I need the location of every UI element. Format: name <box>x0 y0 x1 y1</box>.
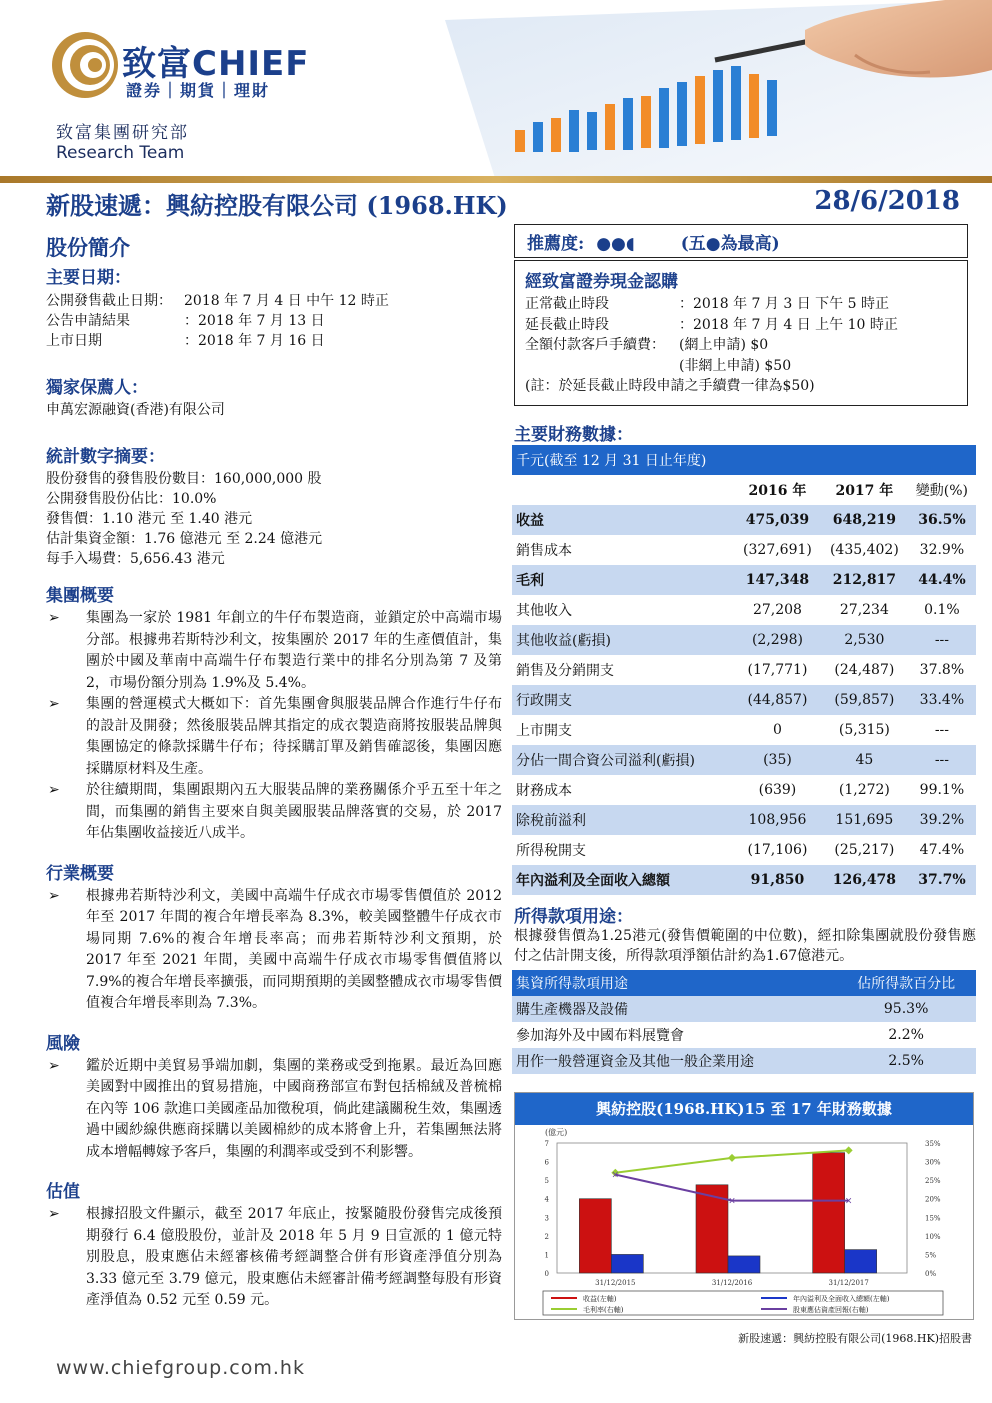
financial-chart <box>514 1092 974 1320</box>
financials-row-label: 行政開支 <box>512 685 734 715</box>
financials-2016-value: (17,771) <box>747 662 808 678</box>
financials-header-blank <box>512 475 734 505</box>
financials-change-value: 44.4% <box>908 565 976 595</box>
research-team-en: Research Team <box>56 143 185 163</box>
bullet-arrow-icon: ➢ <box>48 1057 60 1074</box>
financials-row-label: 上市開支 <box>516 723 572 739</box>
financials-unit-row <box>512 445 976 475</box>
y-tick-label: 6 <box>544 1158 549 1167</box>
group-point-text: 於往續期間，集團跟期內五大服裝品牌的業務關係介乎五至十年之間，而集團的銷售主要來自與美國服裝品牌落實的交易，於 2017 年佔集團收益接近八成半。 <box>86 782 502 841</box>
use-row-label: 購生產機器及設備 <box>512 996 836 1022</box>
valuation-heading: 估值 <box>46 1182 80 1202</box>
subscription-label <box>525 356 679 377</box>
group-point-text: 集團的營運模式大概如下：首先集團會與服裝品牌合作進行牛仔布的設計及開發；然後服裝品牌其指定的成衣製造商將按服裝品牌與集團協定的條款採購牛仔布；待採購訂單及銷售確認後，集團因應採購原材料及生產。 <box>86 696 502 777</box>
x-tick-label: 31/12/2015 <box>595 1279 636 1287</box>
financials-change-value: 36.5% <box>908 505 976 535</box>
brand-tagline: 證券｜期貨｜理財 <box>126 81 271 100</box>
bullet-arrow-icon: ➢ <box>48 887 60 904</box>
chart-canvas <box>515 1125 973 1319</box>
financials-2017-value: (1,272) <box>838 782 890 798</box>
financials-2017-value: 45 <box>821 745 908 775</box>
rating-dots: ●●◖ <box>596 234 635 254</box>
financials-col-2016: 2016 年 <box>748 483 807 499</box>
financials-row <box>512 805 976 835</box>
financials-2017-value: 2,530 <box>821 625 908 655</box>
chart-source-caption: 新股速遞：興紡控股有限公司(1968.HK)招股書 <box>738 1332 972 1345</box>
subscription-value: (網上申請) $0 <box>679 337 769 353</box>
header-hero-image <box>385 0 992 178</box>
use-row-percent: 95.3% <box>836 996 976 1022</box>
financials-2016-value: (327,691) <box>743 542 812 558</box>
subscription-row <box>525 315 957 336</box>
header-divider <box>0 176 992 183</box>
key-date-label: 公告申請結果 <box>46 313 130 329</box>
financials-row-label: 其他收益(虧損) <box>512 625 734 655</box>
website-url[interactable]: www.chiefgroup.com.hk <box>56 1357 305 1379</box>
y-axis-label: (億元) <box>545 1128 568 1137</box>
use-of-proceeds-text: 根據發售價為1.25港元(發售價範圍的中位數)，經扣除集團就股份發售應付之估計開支後，所得款項淨額估計約為1.67億港元。 <box>514 928 976 964</box>
financials-row <box>512 835 976 865</box>
financials-row <box>512 505 976 535</box>
valuation-points <box>46 1204 502 1312</box>
financials-2016-value: (639) <box>758 782 797 798</box>
financials-2017-value: 27,234 <box>839 602 889 618</box>
financials-col-2017: 2017 年 <box>835 483 894 499</box>
financials-2017-value: (59,857) <box>821 685 908 715</box>
y-tick-label: 3 <box>544 1214 549 1223</box>
sponsor-name: 申萬宏源融資(香港)有限公司 <box>46 402 225 418</box>
chief-logo-emblem-icon <box>50 30 120 100</box>
financials-2016-value: 0 <box>773 722 782 738</box>
line-marker: × <box>844 1196 853 1207</box>
stat-line: 每手入場費：5,656.43 港元 <box>46 551 225 567</box>
page-header <box>0 0 992 178</box>
rating-box <box>514 224 968 258</box>
financials-2017-value: 151,695 <box>821 805 908 835</box>
financials-change-value: 37.8% <box>919 662 965 678</box>
financials-unit: 千元(截至 12 月 31 日止年度) <box>512 445 976 475</box>
key-date-value: ：2018 年 7 月 16 日 <box>184 333 325 349</box>
financials-row-label: 除稅前溢利 <box>512 805 734 835</box>
financials-row <box>512 715 976 745</box>
use-row <box>512 996 976 1022</box>
risk-points <box>46 1056 502 1164</box>
subscription-value: ：2018 年 7 月 3 日 下午 5 時正 <box>679 296 889 312</box>
financials-row-label: 年內溢利及全面收入總額 <box>512 865 734 895</box>
financials-2016-value: (35) <box>734 745 821 775</box>
page-title <box>46 186 508 221</box>
key-date-value: 2018 年 7 月 4 日 中午 12 時正 <box>184 293 389 309</box>
financials-2016-value: 91,850 <box>734 865 821 895</box>
financials-change-value: 47.4% <box>919 842 965 858</box>
y2-tick-label: 0% <box>925 1270 937 1278</box>
financials-change-value: 37.7% <box>908 865 976 895</box>
financials-row-label: 所得稅開支 <box>516 843 586 859</box>
financials-col-change: 變動(%) <box>915 483 969 499</box>
sponsor-heading: 獨家保薦人： <box>46 378 148 398</box>
use-of-proceeds-table <box>512 970 976 1074</box>
financials-row-label: 財務成本 <box>516 783 572 799</box>
financials-change-value: 0.1% <box>924 602 960 618</box>
legend-label: 股東應佔資產回報(右軸) <box>793 1306 869 1314</box>
group-heading: 集團概要 <box>46 586 114 606</box>
financials-row <box>512 685 976 715</box>
chief-logo <box>50 30 380 105</box>
financials-row-label: 分佔一間合資公司溢利(虧損) <box>512 745 734 775</box>
financials-row <box>512 865 976 895</box>
financials-header-row <box>512 475 976 505</box>
risk-point-text: 鑑於近期中美貿易爭端加劇，集團的業務或受到拖累。最近為回應美國對中國推出的貿易措施，中國商務部宣布對包括棉絨及普梳棉在內等 106 款進口美國產品加徵稅項，倘此建議關稅生效，集團透過中國紗線供應商採購以美國棉紗的成本將會上升，若集團無法將成本增幅轉嫁予客戶，集團的利潤率或受到不利影響。 <box>86 1057 502 1160</box>
key-date-value: ：2018 年 7 月 13 日 <box>184 313 325 329</box>
key-date-row <box>46 331 502 351</box>
financials-table <box>512 445 976 895</box>
financials-2016-value: 147,348 <box>734 565 821 595</box>
financials-change-value: 99.1% <box>919 782 965 798</box>
left-column <box>46 230 502 1312</box>
bar-0 <box>813 1153 845 1273</box>
subscription-heading: 經致富證券現金認購 <box>525 272 678 292</box>
subscription-row <box>525 294 957 315</box>
financials-2017-value: (5,315) <box>838 722 890 738</box>
group-point-text: 集團為一家於 1981 年創立的牛仔布製造商，並鎖定於中高端市場分部。根據弗若斯特沙利文，按集團於 2017 年的生產價值計，集團於中國及華南中高端牛仔布製造行業中的排名分別為第 7 及第 2，市場份額分別為 1.9%及 5.4%。 <box>86 610 502 691</box>
financials-2016-value: (17,106) <box>747 842 808 858</box>
subscription-label: 正常截止時段 <box>525 296 609 312</box>
stock-code: (1968.HK) <box>366 191 508 220</box>
financials-row-label: 毛利 <box>512 565 734 595</box>
y2-tick-label: 35% <box>925 1140 941 1148</box>
use-row-percent: 2.5% <box>836 1048 976 1074</box>
use-row-label: 用作一般營運資金及其他一般企業用途 <box>512 1048 836 1074</box>
rating-note: (五●為最高) <box>680 234 780 254</box>
legend-label: 毛利率(右軸) <box>583 1306 624 1314</box>
financials-change-value: 33.4% <box>908 685 976 715</box>
financials-2017-value: (24,487) <box>834 662 895 678</box>
use-row-percent: 2.2% <box>888 1027 924 1043</box>
key-date-row <box>46 291 502 311</box>
bar-0 <box>579 1199 611 1273</box>
y2-tick-label: 15% <box>925 1214 941 1223</box>
subscription-label: 延長截止時段 <box>525 316 609 333</box>
chart-title: 興紡控股(1968.HK)15 至 17 年財務數據 <box>515 1093 973 1125</box>
stat-line: 公開發售股份佔比：10.0% <box>46 491 217 507</box>
report-date: 28/6/2018 <box>814 186 960 216</box>
group-point <box>46 608 502 694</box>
financials-2017-value: 126,478 <box>821 865 908 895</box>
financials-heading: 主要財務數據： <box>514 425 633 445</box>
stat-line: 估計集資金額：1.76 億港元 至 2.24 億港元 <box>46 531 323 547</box>
y-tick-label: 7 <box>544 1140 549 1148</box>
financials-2016-value: 27,208 <box>752 602 802 618</box>
y-tick-label: 4 <box>544 1195 549 1204</box>
financials-row-label: 收益 <box>512 505 734 535</box>
financials-row <box>512 595 976 625</box>
use-row-label: 參加海外及中國布料展覽會 <box>516 1028 684 1044</box>
line-marker: × <box>611 1170 620 1181</box>
financials-row-label: 其他收入 <box>516 603 572 619</box>
industry-heading: 行業概要 <box>46 863 114 884</box>
bar-1 <box>611 1254 643 1273</box>
key-date-row <box>46 311 502 331</box>
y2-tick-label: 20% <box>925 1195 941 1204</box>
financials-row-label: 銷售成本 <box>516 543 572 559</box>
financials-2017-value: (25,217) <box>834 842 895 858</box>
stat-line: 發售價：1.10 港元 至 1.40 港元 <box>46 511 253 527</box>
financials-2017-value: 648,219 <box>821 505 908 535</box>
key-date-label: 公開發售截止日期： <box>46 293 172 309</box>
financials-row-label: 銷售及分銷開支 <box>516 663 614 679</box>
bar-1 <box>728 1256 760 1273</box>
financials-row <box>512 535 976 565</box>
key-dates-list <box>46 291 502 351</box>
financials-2017-value: (435,402) <box>829 542 899 558</box>
use-row <box>512 1048 976 1074</box>
y2-tick-label: 5% <box>925 1251 937 1260</box>
rating-label: 推薦度: <box>527 234 585 254</box>
key-date-label: 上市日期 <box>46 333 102 349</box>
valuation-point-text: 根據招股文件顯示，截至 2017 年底止，按緊隨股份發售完成後預期發行 6.4 億股股份，並計及 2018 年 5 月 9 日宣派的 1 億元特別股息，股東應佔未經審核備考經調整合併有形資產淨值分別為 3.33 億元至 3.79 億元，股東應佔未經審計備考經調整每股有形資產淨值為 0.52 元至 0.59 元。 <box>86 1206 502 1308</box>
financials-change-value: 39.2% <box>908 805 976 835</box>
subscription-value: (非網上申請) $50 <box>679 357 792 374</box>
legend-label: 年內溢利及全面收入總額(左軸) <box>793 1295 890 1303</box>
research-team-cn: 致富集團研究部 <box>56 123 189 143</box>
y-tick-label: 1 <box>544 1251 549 1260</box>
use-col-percent: 佔所得款百分比 <box>836 970 976 996</box>
use-col-purpose: 集資所得款項用途 <box>512 970 836 996</box>
financials-row <box>512 625 976 655</box>
line-marker: × <box>728 1196 736 1207</box>
financials-2016-value: (44,857) <box>734 685 821 715</box>
report-title: 新股速遞：興紡控股有限公司 <box>46 191 358 220</box>
x-tick-label: 31/12/2017 <box>828 1279 869 1287</box>
subscription-box <box>514 260 968 406</box>
financials-row <box>512 565 976 595</box>
stats-list <box>46 469 502 569</box>
stats-heading: 統計數字摘要： <box>46 447 165 467</box>
brand-name: 致富CHIEF <box>122 44 310 84</box>
group-point <box>46 780 502 845</box>
bullet-arrow-icon: ➢ <box>48 782 60 798</box>
financials-change-value: --- <box>934 722 950 738</box>
financials-2016-value: (2,298) <box>734 625 821 655</box>
subscription-label: 全額付款客戶手續費： <box>525 337 665 353</box>
financials-row <box>512 655 976 685</box>
profile-heading: 股份簡介 <box>46 235 130 260</box>
y2-tick-label: 10% <box>925 1232 941 1241</box>
financials-2016-value: 475,039 <box>734 505 821 535</box>
risk-heading: 風險 <box>46 1033 80 1054</box>
bullet-arrow-icon: ➢ <box>48 1206 60 1222</box>
key-dates-heading: 主要日期： <box>46 268 131 288</box>
subscription-rows <box>525 294 957 376</box>
y-tick-label: 2 <box>544 1232 549 1241</box>
industry-point-text: 根據弗若斯特沙利文，美國中高端牛仔成衣市場零售價值於 2012 年至 2017 年間的複合年增長率為 8.3%，較美國整體牛仔成衣市場同期 7.6%的複合年增長率高；而弗若斯特沙利文預期，於 2017 年至 2021 年間，美國中高端牛仔成衣市場零售價值將以 7.9%的複合年增長率擴張，而同期預期的美國整體成衣市場零售價值複合年增長率則為 7.3%。 <box>86 887 502 1011</box>
financials-change-value: 32.9% <box>919 542 965 558</box>
financials-row <box>512 745 976 775</box>
stat-line: 股份發售的發售股份數目：160,000,000 股 <box>46 471 322 487</box>
x-tick-label: 31/12/2016 <box>711 1279 753 1287</box>
y-tick-label: 5 <box>544 1177 549 1186</box>
bullet-arrow-icon: ➢ <box>48 696 60 712</box>
financials-2017-value: 212,817 <box>821 565 908 595</box>
financials-change-value: --- <box>908 745 976 775</box>
subscription-note: (註：於延長截止時段申請之手續費一律為$50) <box>525 378 815 394</box>
bullet-arrow-icon: ➢ <box>48 610 60 626</box>
y2-tick-label: 30% <box>925 1158 941 1167</box>
risk-point <box>46 1056 502 1164</box>
valuation-point <box>46 1204 502 1312</box>
subscription-row <box>525 335 957 356</box>
financials-row <box>512 775 976 805</box>
use-row <box>512 1022 976 1048</box>
use-header-row <box>512 970 976 996</box>
legend-label: 收益(左軸) <box>583 1295 617 1303</box>
y2-tick-label: 25% <box>925 1177 941 1186</box>
industry-point <box>46 886 502 1015</box>
use-of-proceeds-heading: 所得款項用途： <box>514 907 633 927</box>
subscription-row <box>525 356 957 377</box>
subscription-value: ：2018 年 7 月 4 日 上午 10 時正 <box>679 316 898 333</box>
bar-1 <box>845 1250 877 1273</box>
group-points <box>46 608 502 845</box>
financials-change-value: --- <box>908 625 976 655</box>
financials-2016-value: 108,956 <box>734 805 821 835</box>
industry-points <box>46 886 502 1015</box>
y-tick-label: 0 <box>544 1270 549 1278</box>
group-point <box>46 694 502 780</box>
